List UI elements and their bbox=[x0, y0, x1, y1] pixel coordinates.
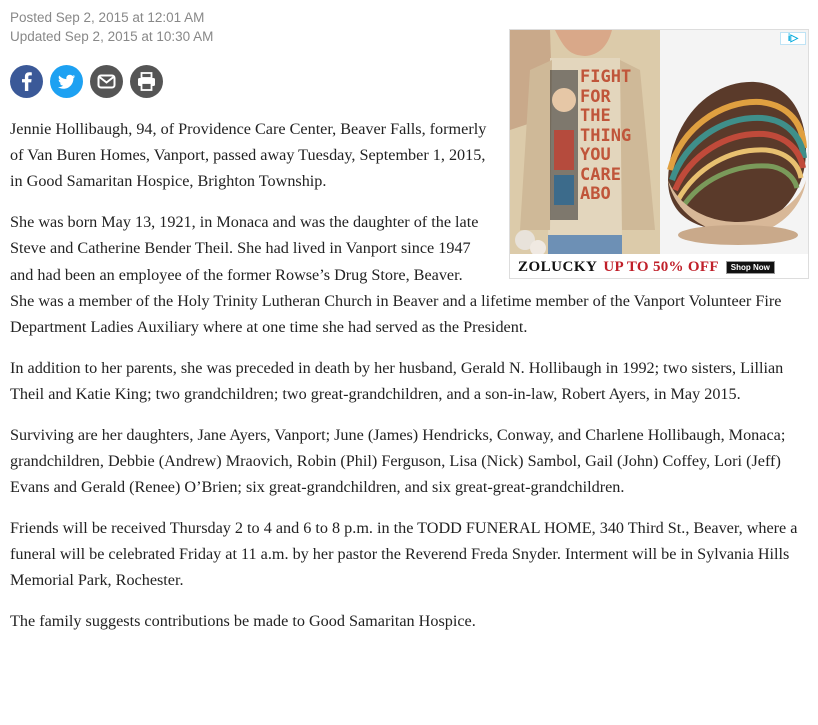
twitter-share-button[interactable] bbox=[50, 65, 83, 98]
print-icon bbox=[130, 65, 163, 98]
article-paragraph: She was born May 13, 1921, in Monaca and was the daughter of the late Steve and Catherine Bender Theil. She had lived in Vanport since 1947 and had been an employee of the former Rowse’s Drug Store, Beaver. She was a member of the Holy Trinity Lutheran Church in Beaver and a lifetime member of the Vanport Volunteer Fire Department Ladies Auxiliary where at one time she had served as the President. bbox=[10, 213, 782, 336]
facebook-icon bbox=[10, 65, 43, 98]
article-paragraph: The family suggests contributions be made to Good Samaritan Hospice. bbox=[10, 611, 476, 630]
article-paragraph: In addition to her parents, she was preceded in death by her husband, Gerald N. Hollibaugh in 1992; two sisters, Lillian Theil and Katie King; two grandchildren; two great-grandchildren, and a son-in-law, Robert Ayers, in May 2015. bbox=[10, 358, 784, 403]
ad-brand: ZOLUCKY bbox=[518, 258, 598, 275]
article-paragraph: Surviving are her daughters, Jane Ayers, Vanport; June (James) Hendricks, Conway, and Charlene Hollibaugh, Monaca; grandchildren, Debbie (Andrew) Mraovich, Robin (Phil) Ferguson, Lisa (Nick) Sambol, Gail (John) Coffey, Lori (Jeff) Evans and Gerald (Renee) O’Brien; six great-grandchildren, and six great-great-grandchildren. bbox=[10, 425, 786, 496]
ad-choices-icon[interactable]: i▷ bbox=[780, 32, 806, 45]
share-bar bbox=[10, 65, 163, 98]
facebook-share-button[interactable] bbox=[10, 65, 43, 98]
article-paragraph: Jennie Hollibaugh, 94, of Providence Care Center, Beaver Falls, formerly of Van Buren Homes, Vanport, passed away Tuesday, September 1, 2015, in Good Samaritan Hospice, Brighton Township. bbox=[10, 120, 487, 191]
print-share-button[interactable] bbox=[130, 65, 163, 98]
email-icon bbox=[90, 65, 123, 98]
email-share-button[interactable] bbox=[90, 65, 123, 98]
article-meta bbox=[10, 8, 213, 46]
ad-shop-now-button[interactable]: Shop Now bbox=[726, 261, 775, 274]
article-paragraph: Friends will be received Thursday 2 to 4 and 6 to 8 p.m. in the TODD FUNERAL HOME, 340 Third St., Beaver, where a funeral will be celebrated Friday at 11 a.m. by her pastor the Reverend Freda Snyder. Interment will be in Sylvania Hills Memorial Park, Rochester. bbox=[10, 518, 798, 590]
article-body bbox=[10, 116, 810, 648]
posted-date: Posted Sep 2, 2015 at 12:01 AM bbox=[10, 10, 205, 25]
twitter-icon bbox=[50, 65, 83, 98]
updated-date: Updated Sep 2, 2015 at 10:30 AM bbox=[10, 29, 214, 44]
ad-shirt-text: FIGHT FOR THE THING YOU CARE ABO bbox=[580, 67, 632, 204]
ad-offer: UP TO 50% OFF bbox=[603, 258, 719, 275]
ad-float-spacer bbox=[490, 116, 810, 286]
